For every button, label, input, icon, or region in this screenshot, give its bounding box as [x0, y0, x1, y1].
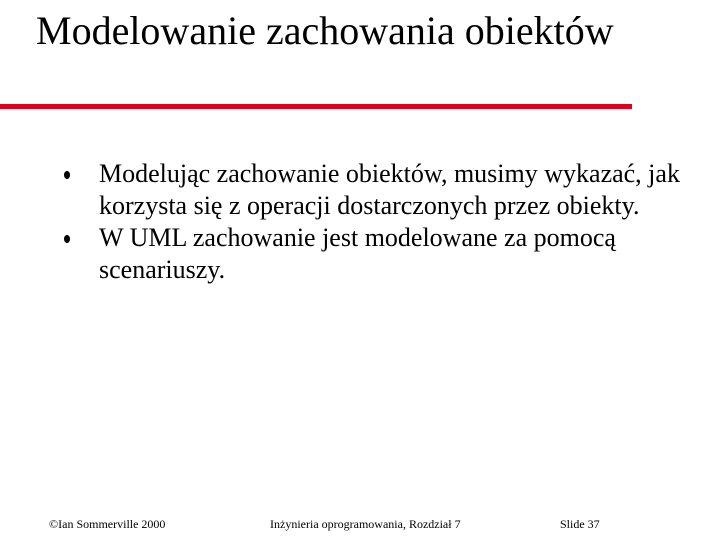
- title-underline: [0, 104, 632, 109]
- footer-course-title: Inżynieria oprogramowania, Rozdział 7: [270, 517, 461, 531]
- bullet-list: [64, 158, 684, 286]
- bullet-text: Modelując zachowanie obiektów, musimy wykazać, jak korzysta się z operacji dostarczonych przez obiekty.: [99, 159, 680, 220]
- footer-slide-number: Slide 37: [560, 517, 600, 531]
- footer-copyright: ©Ian Sommerville 2000: [49, 517, 166, 531]
- slide-title: Modelowanie zachowania obiektów: [36, 8, 614, 53]
- bullet-dot-icon: [64, 171, 70, 179]
- bullet-text: W UML zachowanie jest modelowane za pomocą scenariuszy.: [99, 223, 616, 284]
- bullet-item: [64, 222, 684, 286]
- bullet-dot-icon: [64, 235, 70, 243]
- bullet-item: [64, 158, 684, 222]
